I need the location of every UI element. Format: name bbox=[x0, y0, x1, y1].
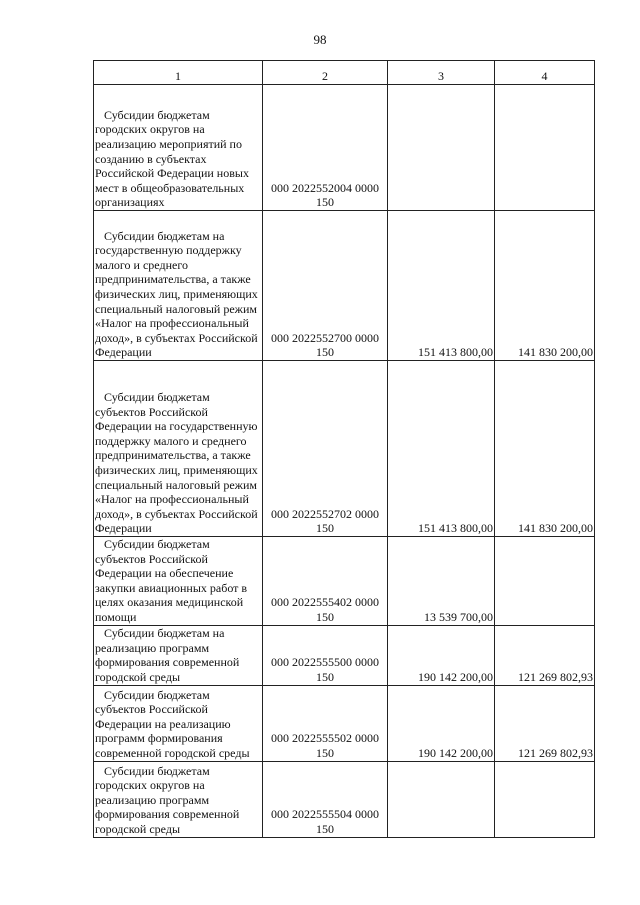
table-row bbox=[94, 85, 595, 211]
table-row bbox=[94, 625, 595, 685]
table-row bbox=[94, 761, 595, 837]
row-code-cell: 000 2022555402 0000 150 bbox=[263, 537, 388, 626]
row-amount-col4: 121 269 802,93 bbox=[495, 625, 595, 685]
column-header-4: 4 bbox=[495, 61, 595, 85]
row-code-cell: 000 2022552004 0000 150 bbox=[263, 85, 388, 211]
row-name-cell: Субсидии бюджетам на государственную поддержку малого и среднего предпринимательства, а также физических лиц, применяющих специальный налоговый режим «Налог на профессиональный доход», в субъектах Российской Федерации bbox=[94, 211, 263, 361]
column-header-1: 1 bbox=[94, 61, 263, 85]
row-name-cell: Субсидии бюджетам субъектов Российской Федерации на реализацию программ формирования современной городской среды bbox=[94, 685, 263, 761]
row-amount-col4: 141 830 200,00 bbox=[495, 211, 595, 361]
column-header-3: 3 bbox=[388, 61, 495, 85]
row-code-cell: 000 2022555500 0000 150 bbox=[263, 625, 388, 685]
row-amount-col4 bbox=[495, 85, 595, 211]
row-name-cell: Субсидии бюджетам на реализацию программ формирования современной городской среды bbox=[94, 625, 263, 685]
row-amount-col3: 190 142 200,00 bbox=[388, 625, 495, 685]
row-name-cell: Субсидии бюджетам субъектов Российской Федерации на государственную поддержку малого и среднего предпринимательства, а также физических лиц, применяющих специальный налоговый режим «Налог на профессиональный доход», в субъектах Российской Федерации bbox=[94, 361, 263, 537]
row-name-cell: Субсидии бюджетам субъектов Российской Федерации на обеспечение закупки авиационных работ в целях оказания медицинской помощи bbox=[94, 537, 263, 626]
table-row bbox=[94, 685, 595, 761]
row-amount-col4: 121 269 802,93 bbox=[495, 685, 595, 761]
table-header-row bbox=[94, 61, 595, 85]
row-amount-col3: 151 413 800,00 bbox=[388, 361, 495, 537]
row-amount-col3 bbox=[388, 761, 495, 837]
column-header-2: 2 bbox=[263, 61, 388, 85]
row-amount-col3: 190 142 200,00 bbox=[388, 685, 495, 761]
row-name-cell: Субсидии бюджетам городских округов на реализацию программ формирования современной городской среды bbox=[94, 761, 263, 837]
row-code-cell: 000 2022552702 0000 150 bbox=[263, 361, 388, 537]
row-amount-col3: 13 539 700,00 bbox=[388, 537, 495, 626]
table-row bbox=[94, 361, 595, 537]
row-amount-col4: 141 830 200,00 bbox=[495, 361, 595, 537]
page-number: 98 bbox=[313, 32, 327, 47]
row-amount-col3: 151 413 800,00 bbox=[388, 211, 495, 361]
table-row bbox=[94, 211, 595, 361]
table-row bbox=[94, 537, 595, 626]
budget-table bbox=[93, 60, 595, 838]
row-name-cell: Субсидии бюджетам городских округов на реализацию мероприятий по созданию в субъектах Российской Федерации новых мест в общеобразовательных организациях bbox=[94, 85, 263, 211]
row-code-cell: 000 2022555502 0000 150 bbox=[263, 685, 388, 761]
row-amount-col4 bbox=[495, 761, 595, 837]
row-code-cell: 000 2022552700 0000 150 bbox=[263, 211, 388, 361]
row-code-cell: 000 2022555504 0000 150 bbox=[263, 761, 388, 837]
row-amount-col3 bbox=[388, 85, 495, 211]
row-amount-col4 bbox=[495, 537, 595, 626]
